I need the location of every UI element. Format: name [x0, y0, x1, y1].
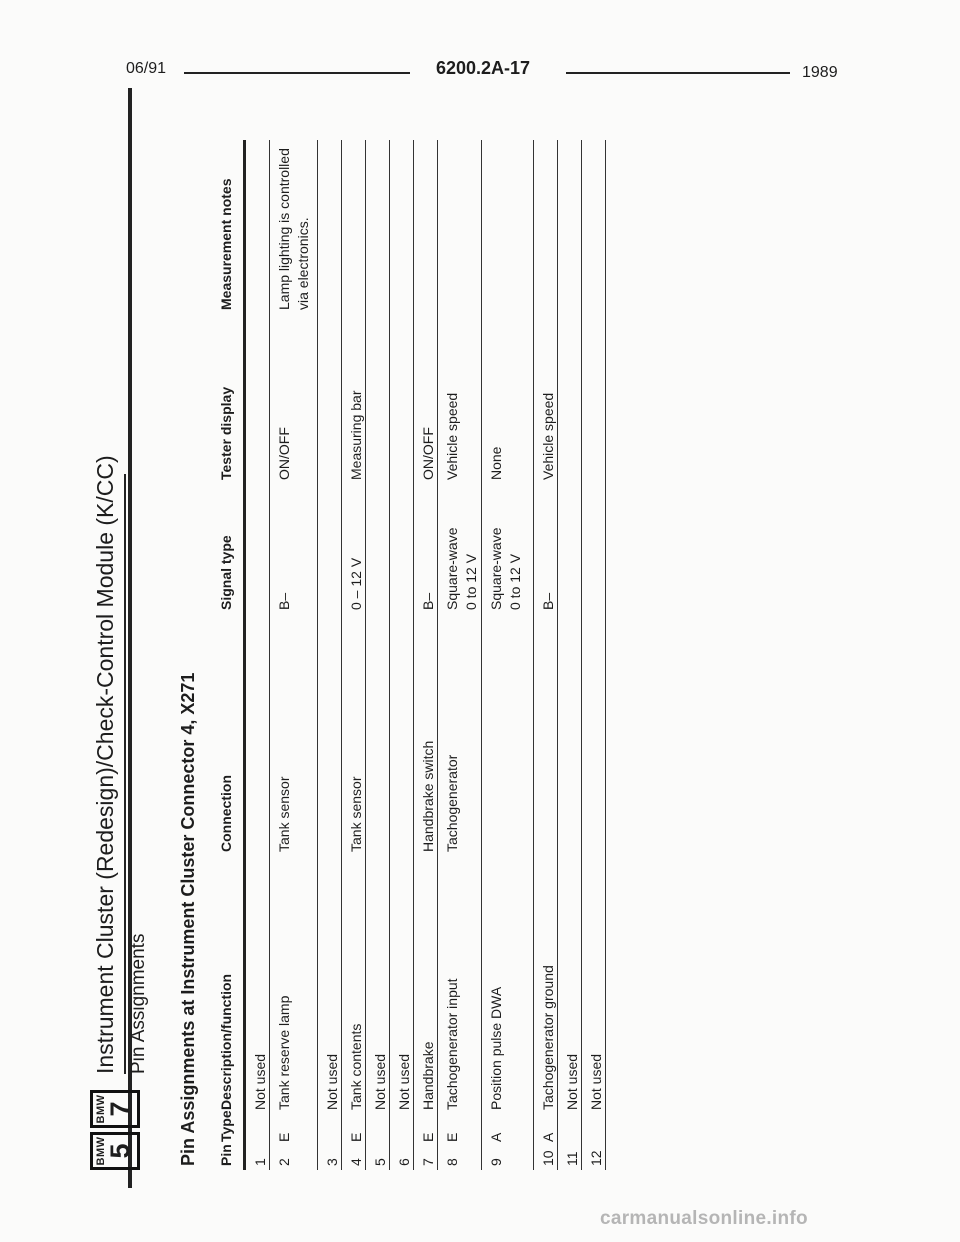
- cell-type: E: [276, 1132, 292, 1142]
- cell-type: A: [488, 1132, 504, 1142]
- rotated-page: [80, 90, 640, 1170]
- table-heading: Pin Assignments at Instrument Cluster Connector 4, X271: [178, 672, 198, 1166]
- cell-pin: 7: [420, 1158, 436, 1166]
- page-date: 06/91: [126, 60, 167, 77]
- cell-description: Not used: [396, 1053, 412, 1110]
- badge-bmw-5: [90, 1132, 140, 1170]
- cell-pin: 5: [372, 1158, 388, 1166]
- cell-connection: Handbrake switch: [420, 740, 436, 852]
- cell-pin: 2: [276, 1158, 292, 1166]
- cell-type: E: [348, 1132, 364, 1142]
- header-rule-left: [184, 72, 410, 74]
- cell-notes: Lamp lighting is controlled via electronics.: [276, 148, 311, 310]
- badge-brand: BMW: [95, 1136, 107, 1166]
- module-title: Instrument Cluster (Redesign)/Check-Control Module (K/CC): [92, 455, 118, 1074]
- cell-description: Not used: [324, 1053, 340, 1110]
- row-rule: [605, 140, 606, 1170]
- col-header-pin: Pin: [218, 1144, 234, 1166]
- cell-signal: B–: [420, 592, 436, 610]
- cell-pin: 9: [488, 1158, 504, 1166]
- model-badges: [90, 1090, 140, 1170]
- cell-connection: Tachogenerator: [444, 754, 460, 852]
- col-header-type: Type: [218, 1110, 234, 1142]
- cell-description: Tank reserve lamp: [276, 995, 292, 1110]
- table-row-pin-4: [342, 140, 366, 1170]
- table-row-pin-8: [438, 140, 482, 1170]
- col-header-description: Description/function: [218, 973, 234, 1110]
- table-row-pin-6: [390, 140, 414, 1170]
- cell-description: Not used: [252, 1053, 268, 1110]
- cell-description: Not used: [372, 1053, 388, 1110]
- table-row-pin-7: [414, 140, 438, 1170]
- title-underline: [124, 474, 126, 1074]
- cell-pin: 12: [588, 1150, 604, 1166]
- table-row-pin-3: [318, 140, 342, 1170]
- table-row-pin-10: [534, 140, 558, 1170]
- table-row-pin-11: [558, 140, 582, 1170]
- badge-bmw-7: [90, 1090, 140, 1128]
- cell-tester: Measuring bar: [348, 390, 364, 480]
- cell-type: E: [420, 1132, 436, 1142]
- cell-signal: Square-wave 0 to 12 V: [444, 527, 479, 610]
- cell-signal: Square-wave 0 to 12 V: [488, 527, 523, 610]
- cell-description: Handbrake: [420, 1041, 436, 1110]
- cell-type: E: [444, 1132, 460, 1142]
- cell-description: Tachogenerator ground: [540, 965, 556, 1110]
- table-row-pin-9: [482, 140, 534, 1170]
- badge-brand: BMW: [95, 1094, 107, 1124]
- cell-signal: B–: [276, 592, 292, 610]
- table-row-pin-5: [366, 140, 390, 1170]
- cell-description: Position pulse DWA: [488, 986, 504, 1110]
- cell-pin: 1: [252, 1158, 268, 1166]
- cell-description: Not used: [588, 1053, 604, 1110]
- cell-description: Tank contents: [348, 1023, 364, 1110]
- col-header-connection: Connection: [218, 775, 234, 852]
- doc-number: 6200.2A-17: [436, 58, 531, 78]
- cell-tester: ON/OFF: [276, 427, 292, 480]
- cell-pin: 8: [444, 1158, 460, 1166]
- col-header-tester: Tester display: [218, 386, 234, 480]
- table-row-pin-12: [582, 140, 606, 1170]
- cell-tester: Vehicle speed: [540, 392, 556, 480]
- cell-description: Tachogenerator input: [444, 978, 460, 1110]
- col-header-notes: Measurement notes: [218, 178, 234, 310]
- cell-description: Not used: [564, 1053, 580, 1110]
- cell-connection: Tank sensor: [348, 776, 364, 852]
- badge-number: 5: [105, 1143, 135, 1159]
- header-rule-right: [566, 72, 790, 74]
- col-header-signal: Signal type: [218, 535, 234, 610]
- badge-number: 7: [105, 1101, 135, 1117]
- cell-pin: 4: [348, 1158, 364, 1166]
- table-row-pin-2: [270, 140, 318, 1170]
- cell-tester: None: [488, 446, 504, 480]
- cell-connection: Tank sensor: [276, 776, 292, 852]
- cell-signal: B–: [540, 592, 556, 610]
- table-row-pin-1: [246, 140, 270, 1170]
- cell-pin: 10: [540, 1150, 556, 1166]
- watermark: carmanualsonline.info: [600, 1208, 808, 1229]
- cell-pin: 11: [564, 1151, 580, 1166]
- cell-tester: Vehicle speed: [444, 392, 460, 480]
- cell-type: A: [540, 1132, 556, 1142]
- cell-pin: 6: [396, 1158, 412, 1166]
- cell-tester: ON/OFF: [420, 427, 436, 480]
- cell-signal: 0 – 12 V: [348, 557, 364, 610]
- section-title: Pin Assignments: [128, 933, 149, 1074]
- page-year: 1989: [802, 64, 838, 81]
- cell-pin: 3: [324, 1158, 340, 1166]
